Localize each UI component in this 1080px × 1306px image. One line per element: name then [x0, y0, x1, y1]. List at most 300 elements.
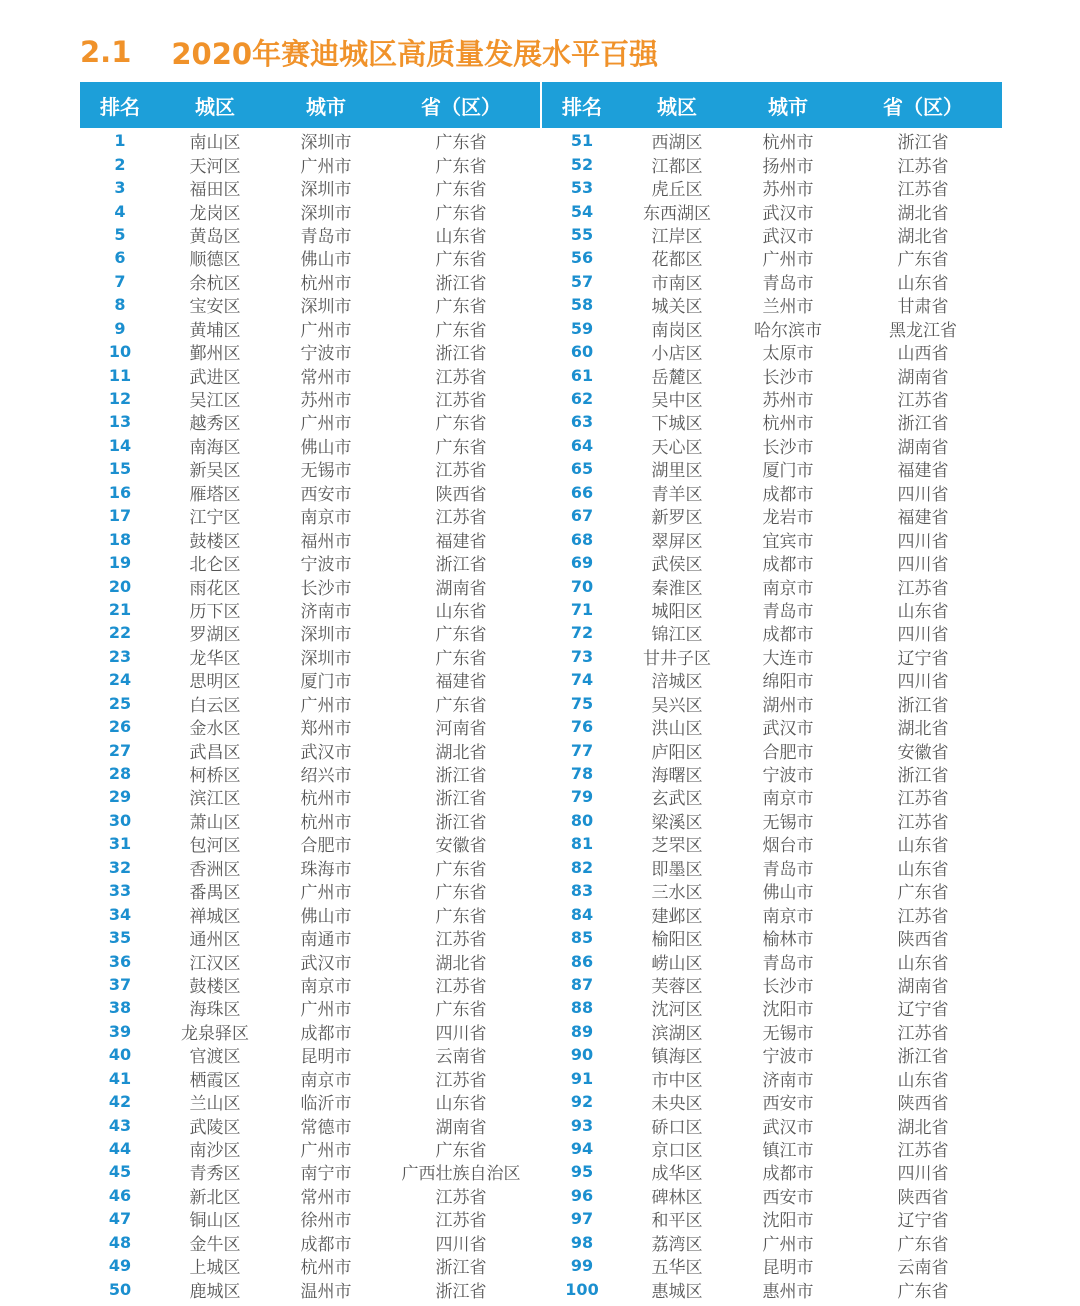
district-cell: 龙泉驿区	[181, 1023, 249, 1044]
city-cell: 宜宾市	[762, 531, 814, 552]
table-row	[542, 270, 1002, 293]
district-cell: 历下区	[189, 601, 241, 622]
rank-cell: 67	[570, 506, 594, 526]
district-cell: 芙蓉区	[651, 976, 703, 997]
district-cell: 三水区	[651, 883, 703, 904]
rank-cell: 12	[108, 389, 132, 409]
rank-cell: 10	[108, 342, 132, 362]
city-cell: 西安市	[762, 1094, 814, 1115]
district-cell: 南山区	[189, 133, 241, 154]
province-cell: 山东省	[435, 601, 487, 622]
city-cell: 武汉市	[762, 1117, 814, 1138]
province-cell: 广东省	[897, 1234, 949, 1255]
district-cell: 碑林区	[651, 1187, 703, 1208]
rank-cell: 91	[570, 1068, 594, 1088]
district-cell: 黄埔区	[189, 320, 241, 341]
section-title: 2020年赛迪城区高质量发展水平百强	[171, 36, 659, 71]
province-cell: 浙江省	[897, 1047, 949, 1068]
table-row	[542, 645, 1002, 668]
district-cell: 天心区	[651, 437, 703, 458]
district-cell: 吴中区	[651, 391, 703, 412]
city-cell: 西安市	[300, 484, 352, 505]
district-cell: 秦淮区	[651, 578, 703, 599]
province-cell: 四川省	[435, 1234, 487, 1255]
table-row	[80, 738, 540, 761]
table-row	[80, 809, 540, 832]
district-cell: 武进区	[189, 367, 241, 388]
table-row	[542, 809, 1002, 832]
province-cell: 福建省	[435, 672, 487, 693]
table-row	[80, 199, 540, 222]
city-cell: 无锡市	[762, 1023, 814, 1044]
rank-cell: 38	[108, 998, 132, 1018]
rank-cell: 58	[570, 295, 594, 315]
rank-cell: 33	[108, 881, 132, 901]
header-city: 城市	[768, 94, 808, 119]
district-cell: 滨江区	[189, 789, 241, 810]
district-cell: 南岗区	[651, 320, 703, 341]
rank-cell: 7	[114, 271, 126, 291]
province-cell: 山东省	[435, 1094, 487, 1115]
district-cell: 城关区	[651, 297, 703, 318]
rank-cell: 9	[114, 318, 126, 338]
province-cell: 湖北省	[897, 203, 949, 224]
rank-cell: 4	[114, 201, 126, 221]
rank-cell: 69	[570, 553, 594, 573]
city-cell: 珠海市	[300, 859, 352, 880]
district-cell: 鹿城区	[189, 1281, 241, 1302]
table-row	[80, 1277, 540, 1300]
province-cell: 陕西省	[897, 1094, 949, 1115]
province-cell: 湖北省	[897, 1117, 949, 1138]
district-cell: 武昌区	[189, 742, 241, 763]
rank-cell: 93	[570, 1115, 594, 1135]
header-city: 城市	[306, 94, 346, 119]
city-cell: 苏州市	[762, 391, 814, 412]
rank-cell: 24	[108, 670, 132, 690]
district-cell: 甘井子区	[643, 648, 711, 669]
rank-cell: 62	[570, 389, 594, 409]
table-row	[80, 832, 540, 855]
rank-cell: 96	[570, 1185, 594, 1205]
district-cell: 沈河区	[651, 1000, 703, 1021]
district-cell: 玄武区	[651, 789, 703, 810]
rank-cell: 85	[570, 928, 594, 948]
district-cell: 京口区	[651, 1141, 703, 1162]
table-row	[80, 1020, 540, 1043]
province-cell: 广东省	[435, 180, 487, 201]
city-cell: 佛山市	[300, 906, 352, 927]
province-cell: 江苏省	[435, 461, 487, 482]
table-row	[542, 481, 1002, 504]
rank-cell: 92	[570, 1092, 594, 1112]
rank-cell: 87	[570, 974, 594, 994]
district-cell: 天河区	[189, 156, 241, 177]
rank-cell: 8	[114, 295, 126, 315]
rank-cell: 70	[570, 576, 594, 596]
district-cell: 宝安区	[189, 297, 241, 318]
city-cell: 青岛市	[762, 601, 814, 622]
table-row	[542, 738, 1002, 761]
province-cell: 浙江省	[435, 766, 487, 787]
ranking-table	[80, 82, 1002, 1301]
rank-cell: 78	[570, 764, 594, 784]
district-cell: 萧山区	[189, 812, 241, 833]
table-row	[80, 1184, 540, 1207]
header-province: 省（区）	[883, 94, 963, 119]
header-rank: 排名	[562, 94, 602, 119]
rank-cell: 28	[108, 764, 132, 784]
table-left	[80, 82, 540, 1301]
province-cell: 云南省	[435, 1047, 487, 1068]
province-cell: 福建省	[435, 531, 487, 552]
district-cell: 城阳区	[651, 601, 703, 622]
province-cell: 江苏省	[435, 930, 487, 951]
province-cell: 陕西省	[435, 484, 487, 505]
district-cell: 花都区	[651, 250, 703, 271]
rank-cell: 49	[108, 1256, 132, 1276]
province-cell: 辽宁省	[897, 648, 949, 669]
table-row	[542, 152, 1002, 175]
city-cell: 成都市	[762, 484, 814, 505]
city-cell: 佛山市	[300, 437, 352, 458]
district-cell: 北仑区	[189, 555, 241, 576]
district-cell: 江都区	[651, 156, 703, 177]
province-cell: 江苏省	[897, 180, 949, 201]
city-cell: 宁波市	[300, 344, 352, 365]
district-cell: 南海区	[189, 437, 241, 458]
province-cell: 广东省	[435, 906, 487, 927]
table-row	[542, 1231, 1002, 1254]
table-row	[542, 1160, 1002, 1183]
table-row	[542, 949, 1002, 972]
rank-cell: 3	[114, 178, 126, 198]
rank-cell: 94	[570, 1139, 594, 1159]
table-row	[542, 598, 1002, 621]
district-cell: 禅城区	[189, 906, 241, 927]
city-cell: 宁波市	[762, 766, 814, 787]
rank-cell: 14	[108, 435, 132, 455]
province-cell: 江苏省	[435, 1211, 487, 1232]
rank-cell: 71	[570, 599, 594, 619]
district-cell: 兰山区	[189, 1094, 241, 1115]
rank-cell: 20	[108, 576, 132, 596]
table-row	[80, 692, 540, 715]
province-cell: 湖南省	[897, 437, 949, 458]
province-cell: 湖南省	[435, 1117, 487, 1138]
city-cell: 成都市	[300, 1234, 352, 1255]
table-row	[542, 1020, 1002, 1043]
city-cell: 青岛市	[762, 953, 814, 974]
province-cell: 广东省	[435, 437, 487, 458]
city-cell: 西安市	[762, 1187, 814, 1208]
province-cell: 四川省	[435, 1023, 487, 1044]
city-cell: 广州市	[300, 1141, 352, 1162]
district-cell: 下城区	[651, 414, 703, 435]
city-cell: 无锡市	[762, 812, 814, 833]
district-cell: 翠屏区	[651, 531, 703, 552]
city-cell: 常州市	[300, 367, 352, 388]
province-cell: 广东省	[435, 320, 487, 341]
city-cell: 哈尔滨市	[754, 320, 822, 341]
province-cell: 江苏省	[897, 1023, 949, 1044]
city-cell: 温州市	[300, 1281, 352, 1302]
table-row	[80, 363, 540, 386]
rank-cell: 31	[108, 834, 132, 854]
district-cell: 新吴区	[189, 461, 241, 482]
table-row	[80, 574, 540, 597]
province-cell: 广东省	[435, 297, 487, 318]
city-cell: 厦门市	[300, 672, 352, 693]
table-row	[542, 129, 1002, 152]
table-header-right	[542, 82, 1002, 128]
city-cell: 南京市	[762, 578, 814, 599]
city-cell: 深圳市	[300, 133, 352, 154]
province-cell: 浙江省	[435, 812, 487, 833]
rank-cell: 19	[108, 553, 132, 573]
province-cell: 浙江省	[897, 133, 949, 154]
table-row	[542, 1090, 1002, 1113]
table-row	[80, 1043, 540, 1066]
city-cell: 厦门市	[762, 461, 814, 482]
rank-cell: 54	[570, 201, 594, 221]
city-cell: 常州市	[300, 1187, 352, 1208]
city-cell: 深圳市	[300, 625, 352, 646]
table-row	[542, 223, 1002, 246]
district-cell: 雁塔区	[189, 484, 241, 505]
province-cell: 四川省	[897, 555, 949, 576]
province-cell: 湖北省	[897, 719, 949, 740]
province-cell: 四川省	[897, 484, 949, 505]
province-cell: 陕西省	[897, 930, 949, 951]
rank-cell: 16	[108, 482, 132, 502]
rank-cell: 50	[108, 1279, 132, 1299]
district-cell: 建邺区	[651, 906, 703, 927]
table-row	[80, 1231, 540, 1254]
city-cell: 佛山市	[762, 883, 814, 904]
city-cell: 成都市	[762, 1164, 814, 1185]
table-row	[542, 504, 1002, 527]
city-cell: 深圳市	[300, 648, 352, 669]
rank-cell: 68	[570, 529, 594, 549]
province-cell: 湖南省	[435, 578, 487, 599]
rank-cell: 74	[570, 670, 594, 690]
city-cell: 南京市	[300, 976, 352, 997]
table-row	[80, 715, 540, 738]
province-cell: 四川省	[897, 1164, 949, 1185]
table-row	[542, 176, 1002, 199]
rank-cell: 79	[570, 787, 594, 807]
district-cell: 青羊区	[651, 484, 703, 505]
rank-cell: 30	[108, 810, 132, 830]
rank-cell: 76	[570, 717, 594, 737]
province-cell: 广东省	[435, 1141, 487, 1162]
rank-cell: 41	[108, 1068, 132, 1088]
table-row	[542, 410, 1002, 433]
province-cell: 山西省	[897, 344, 949, 365]
district-cell: 西湖区	[651, 133, 703, 154]
province-cell: 湖北省	[435, 953, 487, 974]
city-cell: 成都市	[300, 1023, 352, 1044]
province-cell: 广东省	[435, 625, 487, 646]
district-cell: 海曙区	[651, 766, 703, 787]
province-cell: 四川省	[897, 625, 949, 646]
city-cell: 南京市	[762, 906, 814, 927]
city-cell: 广州市	[300, 695, 352, 716]
table-row	[80, 949, 540, 972]
province-cell: 广东省	[897, 250, 949, 271]
province-cell: 辽宁省	[897, 1211, 949, 1232]
table-row	[80, 270, 540, 293]
district-cell: 湖里区	[651, 461, 703, 482]
district-cell: 镇海区	[651, 1047, 703, 1068]
city-cell: 常德市	[300, 1117, 352, 1138]
city-cell: 长沙市	[762, 976, 814, 997]
rank-cell: 98	[570, 1232, 594, 1252]
rank-cell: 95	[570, 1162, 594, 1182]
district-cell: 雨花区	[189, 578, 241, 599]
city-cell: 杭州市	[762, 133, 814, 154]
table-row	[80, 293, 540, 316]
district-cell: 榆阳区	[651, 930, 703, 951]
city-cell: 广州市	[300, 320, 352, 341]
district-cell: 越秀区	[189, 414, 241, 435]
section-number: 2.1	[80, 35, 132, 69]
city-cell: 惠州市	[762, 1281, 814, 1302]
rank-cell: 2	[114, 154, 126, 174]
table-row	[80, 996, 540, 1019]
table-row	[542, 668, 1002, 691]
rank-cell: 11	[108, 365, 132, 385]
city-cell: 长沙市	[762, 367, 814, 388]
table-row	[80, 410, 540, 433]
province-cell: 山东省	[897, 273, 949, 294]
rank-cell: 100	[565, 1279, 599, 1299]
city-cell: 杭州市	[300, 812, 352, 833]
header-district: 城区	[195, 94, 235, 119]
table-row	[542, 832, 1002, 855]
table-row	[80, 340, 540, 363]
rank-cell: 15	[108, 459, 132, 479]
province-cell: 河南省	[435, 719, 487, 740]
province-cell: 广东省	[435, 859, 487, 880]
district-cell: 新北区	[189, 1187, 241, 1208]
province-cell: 广东省	[435, 156, 487, 177]
district-cell: 铜山区	[189, 1211, 241, 1232]
district-cell: 顺德区	[189, 250, 241, 271]
province-cell: 江苏省	[435, 367, 487, 388]
district-cell: 吴江区	[189, 391, 241, 412]
rank-cell: 89	[570, 1021, 594, 1041]
rank-cell: 29	[108, 787, 132, 807]
province-cell: 湖南省	[897, 367, 949, 388]
page-title	[80, 30, 658, 74]
province-cell: 广东省	[435, 250, 487, 271]
table-row	[542, 293, 1002, 316]
city-cell: 兰州市	[762, 297, 814, 318]
province-cell: 四川省	[897, 672, 949, 693]
district-cell: 番禺区	[189, 883, 241, 904]
province-cell: 福建省	[897, 508, 949, 529]
province-cell: 江苏省	[897, 1141, 949, 1162]
district-cell: 海珠区	[189, 1000, 241, 1021]
table-row	[80, 317, 540, 340]
table-row	[542, 879, 1002, 902]
district-cell: 锦江区	[651, 625, 703, 646]
city-cell: 广州市	[300, 883, 352, 904]
district-cell: 市中区	[651, 1070, 703, 1091]
table-row	[542, 434, 1002, 457]
rank-cell: 13	[108, 412, 132, 432]
table-row	[542, 1137, 1002, 1160]
city-cell: 青岛市	[300, 226, 352, 247]
city-cell: 武汉市	[762, 226, 814, 247]
province-cell: 浙江省	[435, 273, 487, 294]
rank-cell: 42	[108, 1092, 132, 1112]
rank-cell: 46	[108, 1185, 132, 1205]
province-cell: 湖北省	[897, 226, 949, 247]
city-cell: 宁波市	[762, 1047, 814, 1068]
rank-cell: 27	[108, 740, 132, 760]
district-cell: 包河区	[189, 836, 241, 857]
rank-cell: 44	[108, 1139, 132, 1159]
rank-cell: 63	[570, 412, 594, 432]
table-row	[542, 856, 1002, 879]
province-cell: 广东省	[435, 1000, 487, 1021]
district-cell: 江岸区	[651, 226, 703, 247]
district-cell: 龙华区	[189, 648, 241, 669]
rank-cell: 40	[108, 1045, 132, 1065]
city-cell: 广州市	[762, 250, 814, 271]
district-cell: 罗湖区	[189, 625, 241, 646]
city-cell: 杭州市	[300, 273, 352, 294]
table-row	[80, 879, 540, 902]
district-cell: 和平区	[651, 1211, 703, 1232]
table-row	[542, 785, 1002, 808]
province-cell: 广东省	[435, 414, 487, 435]
rank-cell: 73	[570, 646, 594, 666]
city-cell: 绍兴市	[300, 766, 352, 787]
table-row	[80, 1090, 540, 1113]
district-cell: 思明区	[189, 672, 241, 693]
district-cell: 未央区	[651, 1094, 703, 1115]
city-cell: 苏州市	[300, 391, 352, 412]
city-cell: 福州市	[300, 531, 352, 552]
district-cell: 柯桥区	[189, 766, 241, 787]
table-row	[80, 387, 540, 410]
city-cell: 临沂市	[300, 1094, 352, 1115]
city-cell: 深圳市	[300, 297, 352, 318]
rank-cell: 48	[108, 1232, 132, 1252]
rank-cell: 88	[570, 998, 594, 1018]
city-cell: 杭州市	[300, 789, 352, 810]
table-row	[542, 363, 1002, 386]
rank-cell: 60	[570, 342, 594, 362]
province-cell: 江苏省	[435, 391, 487, 412]
province-cell: 云南省	[897, 1258, 949, 1279]
district-cell: 新罗区	[651, 508, 703, 529]
rank-cell: 36	[108, 951, 132, 971]
district-cell: 硚口区	[651, 1117, 703, 1138]
district-cell: 成华区	[651, 1164, 703, 1185]
district-cell: 小店区	[651, 344, 703, 365]
district-cell: 市南区	[651, 273, 703, 294]
province-cell: 四川省	[897, 531, 949, 552]
table-row	[542, 317, 1002, 340]
table-row	[542, 715, 1002, 738]
province-cell: 江苏省	[897, 789, 949, 810]
rank-cell: 56	[570, 248, 594, 268]
